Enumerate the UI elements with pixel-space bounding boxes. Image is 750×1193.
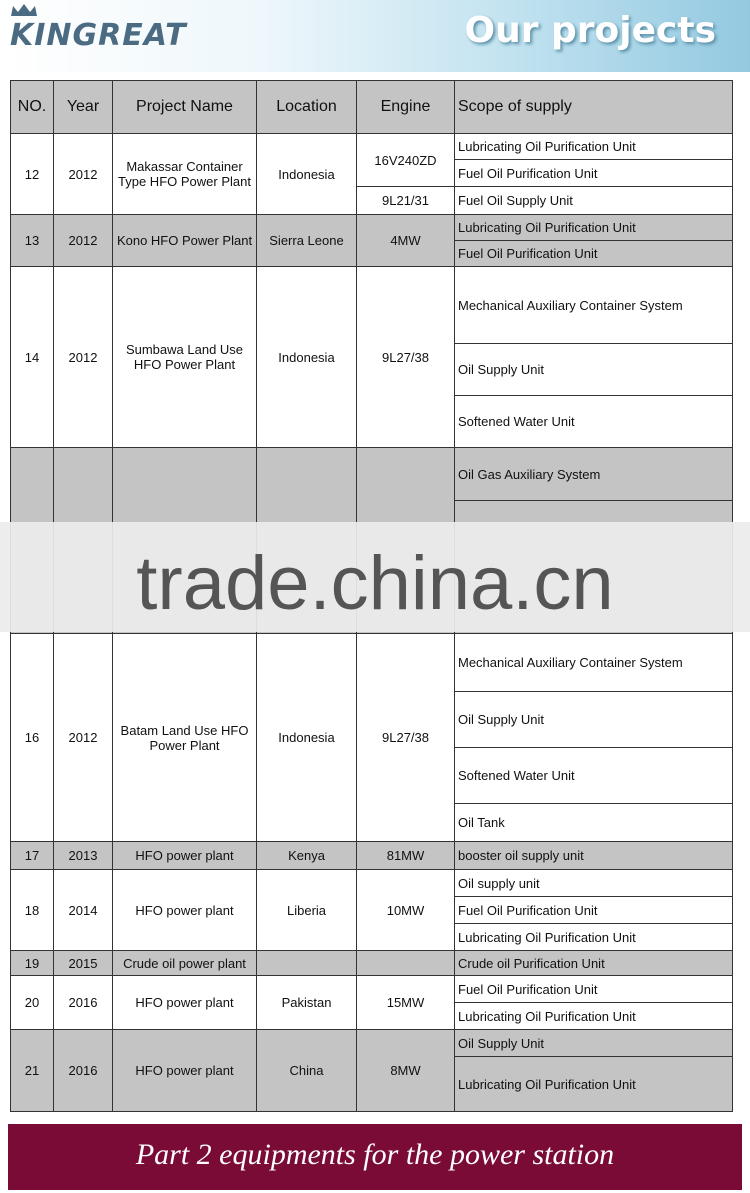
table-row — [11, 976, 733, 1003]
cell-scope: Softened Water Unit — [455, 396, 733, 448]
cell-scope: Fuel Oil Purification Unit — [455, 897, 733, 924]
cell-scope: Fuel Oil Supply Unit — [455, 187, 733, 215]
cell-scope: Fuel Oil Purification Unit — [455, 976, 733, 1003]
table-row — [11, 1030, 733, 1057]
logo: KINGREAT — [10, 18, 187, 53]
cell-location — [257, 951, 357, 976]
cell-scope: Oil Supply Unit — [455, 344, 733, 396]
cell-location: Kenya — [257, 842, 357, 870]
col-year-header: Year — [54, 81, 113, 134]
cell-year: 2012 — [54, 215, 113, 267]
cell-no: 19 — [11, 951, 54, 976]
cell-year: 2012 — [54, 134, 113, 215]
cell-project-name: Sumbawa Land Use HFO Power Plant — [113, 267, 257, 448]
cell-engine: 9L27/38 — [357, 267, 455, 448]
table-row — [11, 134, 733, 160]
crown-icon — [10, 3, 38, 17]
cell-engine — [357, 951, 455, 976]
col-no-header: NO. — [11, 81, 54, 134]
cell-scope: Mechanical Auxiliary Container System — [455, 267, 733, 344]
cell-location: Indonesia — [257, 267, 357, 448]
table-row — [11, 215, 733, 241]
cell-year: 2016 — [54, 976, 113, 1030]
table-row — [11, 951, 733, 976]
cell-scope: Fuel Oil Purification Unit — [455, 241, 733, 267]
page-title: Our projects — [464, 10, 716, 51]
cell-location: Liberia — [257, 870, 357, 951]
col-engine-header: Engine — [357, 81, 455, 134]
cell-engine: 4MW — [357, 215, 455, 267]
cell-location: China — [257, 1030, 357, 1112]
cell-project-name: HFO power plant — [113, 870, 257, 951]
cell-project-name: HFO power plant — [113, 842, 257, 870]
cell-scope: Lubricating Oil Purification Unit — [455, 215, 733, 241]
table-row — [11, 267, 733, 344]
cell-engine: 81MW — [357, 842, 455, 870]
cell-location: Sierra Leone — [257, 215, 357, 267]
cell-project-name: Kono HFO Power Plant — [113, 215, 257, 267]
cell-scope: Oil Gas Auxiliary System — [455, 448, 733, 501]
table-header-row — [11, 81, 733, 134]
cell-scope: Mechanical Auxiliary Container System — [455, 634, 733, 692]
cell-no: 21 — [11, 1030, 54, 1112]
cell-engine: 10MW — [357, 870, 455, 951]
cell-scope: Fuel Oil Purification Unit — [455, 160, 733, 187]
col-location-header: Location — [257, 81, 357, 134]
header-banner — [0, 0, 750, 72]
cell-project-name: HFO power plant — [113, 1030, 257, 1112]
cell-year: 2016 — [54, 1030, 113, 1112]
cell-year: 2015 — [54, 951, 113, 976]
cell-no: 16 — [11, 634, 54, 842]
col-project-name-header: Project Name — [113, 81, 257, 134]
cell-engine: 9L27/38 — [357, 634, 455, 842]
cell-engine: 8MW — [357, 1030, 455, 1112]
cell-no: 17 — [11, 842, 54, 870]
cell-scope: Lubricating Oil Purification Unit — [455, 1057, 733, 1112]
cell-scope: booster oil supply unit — [455, 842, 733, 870]
table-row — [11, 634, 733, 692]
cell-scope: Oil supply unit — [455, 870, 733, 897]
cell-location: Pakistan — [257, 976, 357, 1030]
footer-banner — [8, 1124, 742, 1190]
cell-year: 2013 — [54, 842, 113, 870]
cell-scope: Lubricating Oil Purification Unit — [455, 924, 733, 951]
cell-scope: Softened Water Unit — [455, 748, 733, 804]
cell-project-name: Crude oil power plant — [113, 951, 257, 976]
cell-no: 20 — [11, 976, 54, 1030]
cell-project-name: Makassar Container Type HFO Power Plant — [113, 134, 257, 215]
col-scope-header: Scope of supply — [455, 81, 733, 134]
footer-text: Part 2 equipments for the power station — [135, 1138, 615, 1171]
cell-year: 2012 — [54, 267, 113, 448]
cell-year: 2012 — [54, 634, 113, 842]
cell-location: Indonesia — [257, 634, 357, 842]
cell-scope: Lubricating Oil Purification Unit — [455, 134, 733, 160]
table-row — [11, 448, 733, 501]
cell-no: 12 — [11, 134, 54, 215]
cell-no: 13 — [11, 215, 54, 267]
cell-year: 2014 — [54, 870, 113, 951]
cell-no: 14 — [11, 267, 54, 448]
cell-location: Indonesia — [257, 134, 357, 215]
cell-scope: Oil Tank — [455, 804, 733, 842]
table-row — [11, 842, 733, 870]
cell-scope: Lubricating Oil Purification Unit — [455, 1003, 733, 1030]
cell-no: 18 — [11, 870, 54, 951]
cell-scope: Oil Supply Unit — [455, 692, 733, 748]
watermark-text: trade.china.cn — [136, 541, 614, 626]
cell-project-name: HFO power plant — [113, 976, 257, 1030]
cell-engine: 15MW — [357, 976, 455, 1030]
table-row — [11, 870, 733, 897]
cell-engine: 16V240ZD — [357, 134, 455, 187]
cell-scope: Crude oil Purification Unit — [455, 951, 733, 976]
cell-scope: Oil Supply Unit — [455, 1030, 733, 1057]
cell-engine: 9L21/31 — [357, 187, 455, 215]
cell-project-name: Batam Land Use HFO Power Plant — [113, 634, 257, 842]
